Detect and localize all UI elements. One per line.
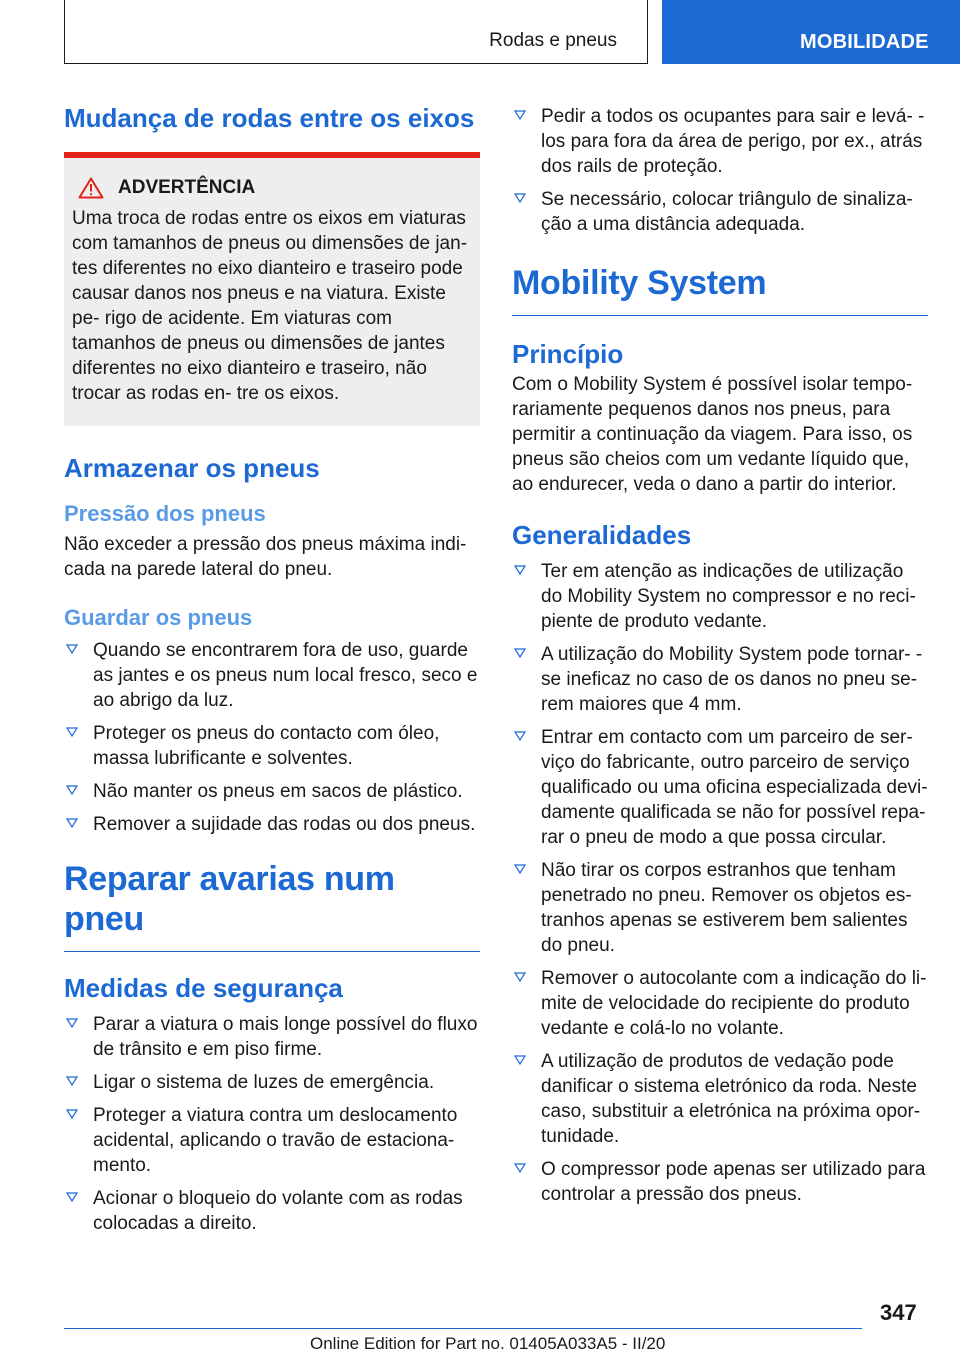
footer-rule — [64, 1328, 862, 1329]
list-item: Proteger a viatura contra um deslocamento acidental, aplicando o travão de estaciona- mento. — [64, 1103, 480, 1178]
triangle-bullet-icon — [66, 1017, 78, 1029]
safety-title: Medidas de segurança — [64, 973, 343, 1003]
list-item: Ligar o sistema de luzes de emergência. — [64, 1070, 480, 1095]
keep-title: Guardar os pneus — [64, 605, 253, 630]
triangle-bullet-icon — [514, 1162, 526, 1174]
triangle-bullet-icon — [66, 1191, 78, 1203]
triangle-bullet-icon — [514, 192, 526, 204]
principle-text: Com o Mobility System é possível isolar tempo- rariamente pequenos danos nos pneus, para permitir a continuação da viagem. Para isso, os pneus são cheios com um vedante líquido que, ao endurecer, veda o dano a partir do interior. — [512, 374, 913, 495]
store-title: Armazenar os pneus — [64, 453, 320, 483]
mobility-title: Mobility System — [512, 263, 928, 316]
triangle-bullet-icon — [514, 647, 526, 659]
list-item: A utilização de produtos de vedação pode danificar o sistema eletrónico da roda. Neste caso, substituir a eletrónica na próxima opor- tunidade. — [512, 1049, 928, 1149]
warning-triangle-icon — [78, 177, 104, 199]
page-number: 347 — [880, 1300, 917, 1325]
warning-text: Uma troca de rodas entre os eixos em viaturas com tamanhos de pneus ou dimensões de jan- tes diferentes no eixo dianteiro e traseiro pode causar danos nos pneus e na viatura. Existe pe- rigo de acidente. Em viaturas com tamanhos de pneus ou dimensões de jantes diferentes no eixo dianteiro e traseiro, não trocar as rodas en- tre os eixos. — [72, 208, 468, 404]
list-item: Remover a sujidade das rodas ou dos pneus. — [64, 812, 480, 837]
list-item: Acionar o bloqueio do volante com as rodas colocadas a direito. — [64, 1186, 480, 1236]
triangle-bullet-icon — [514, 971, 526, 983]
section-title: Rodas e pneus — [489, 30, 617, 51]
list-item: Não tirar os corpos estranhos que tenham penetrado no pneu. Remover os objetos es- tranhos apenas se estiverem bem salientes do pneu. — [512, 858, 928, 958]
swap-title: Mudança de rodas entre os eixos — [64, 103, 475, 133]
principle-title: Princípio — [512, 339, 624, 369]
list-item: Não manter os pneus em sacos de plástico. — [64, 779, 480, 804]
right-column — [512, 104, 928, 1215]
list-item: Se necessário, colocar triângulo de sinaliza- ção a uma distância adequada. — [512, 187, 928, 237]
warning-title: ADVERTÊNCIA — [118, 177, 256, 198]
list-item: Entrar em contacto com um parceiro de ser- viço do fabricante, outro parceiro de serviço qualificado ou uma oficina especializada devi- damente qualificada se não for possível repa- rar o pneu de modo a que possa circular. — [512, 725, 928, 850]
triangle-bullet-icon — [66, 1075, 78, 1087]
triangle-bullet-icon — [66, 1108, 78, 1120]
safety-list — [64, 1012, 480, 1236]
general-list — [512, 559, 928, 1207]
list-item: O compressor pode apenas ser utilizado para controlar a pressão dos pneus. — [512, 1157, 928, 1207]
warning-box — [64, 158, 480, 426]
list-item: Proteger os pneus do contacto com óleo, massa lubrificante e solventes. — [64, 721, 480, 771]
list-item: Remover o autocolante com a indicação do li- mite de velocidade do recipiente do produto vedante e colá-lo no volante. — [512, 966, 928, 1041]
list-item: Pedir a todos os ocupantes para sair e levá- -los para fora da área de perigo, por ex., atrás dos rails de proteção. — [512, 104, 928, 179]
triangle-bullet-icon — [66, 643, 78, 655]
edition-text: Online Edition for Part no. 01405A033A5 - II/20 — [310, 1334, 666, 1353]
warning-heading — [72, 176, 472, 200]
triangle-bullet-icon — [514, 863, 526, 875]
safety-list-cont — [512, 104, 928, 237]
list-item: Ter em atenção as indicações de utilização do Mobility System no compressor e no reci- piente de produto vedante. — [512, 559, 928, 634]
triangle-bullet-icon — [514, 730, 526, 742]
list-item: A utilização do Mobility System pode tornar- -se ineficaz no caso de os danos no pneu se- rem maiores que 4 mm. — [512, 642, 928, 717]
general-title: Generalidades — [512, 520, 692, 550]
keep-list — [64, 638, 480, 837]
triangle-bullet-icon — [66, 726, 78, 738]
triangle-bullet-icon — [66, 817, 78, 829]
pressure-title: Pressão dos pneus — [64, 501, 266, 526]
triangle-bullet-icon — [66, 784, 78, 796]
triangle-bullet-icon — [514, 109, 526, 121]
list-item: Quando se encontrarem fora de uso, guarde as jantes e os pneus num local fresco, seco e ao abrigo da luz. — [64, 638, 480, 713]
left-column — [64, 92, 480, 1244]
pressure-text: Não exceder a pressão dos pneus máxima indi- cada na parede lateral do pneu. — [64, 534, 467, 580]
header-box — [64, 0, 648, 64]
chapter-tab[interactable]: MOBILIDADE — [662, 0, 960, 64]
triangle-bullet-icon — [514, 564, 526, 576]
list-item: Parar a viatura o mais longe possível do fluxo de trânsito e em piso firme. — [64, 1012, 480, 1062]
triangle-bullet-icon — [514, 1054, 526, 1066]
repair-title: Reparar avarias num pneu — [64, 859, 480, 952]
